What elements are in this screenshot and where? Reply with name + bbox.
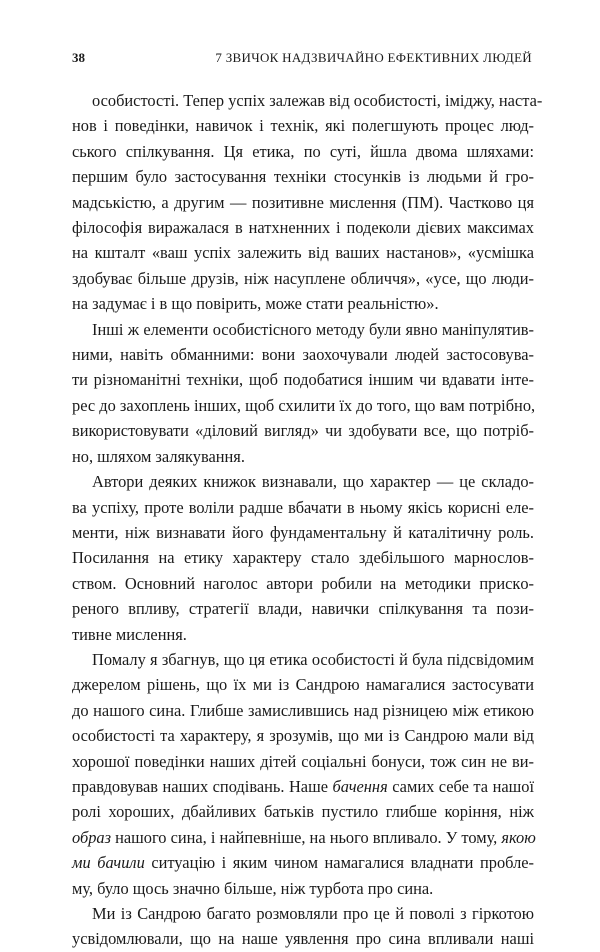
text-run: ситуацію і яким чином намагалися владнати пробле- bbox=[144, 853, 534, 873]
text-run: особистості. Тепер успіх залежав від особистості, іміджу, наста- bbox=[92, 91, 543, 110]
text-line bbox=[72, 317, 534, 342]
text-line bbox=[72, 672, 534, 697]
text-run: ва успіху, проте воліли радше вбачати в ньому якісь корисні еле- bbox=[72, 497, 534, 517]
text-run: філософія виражалася в натхненних і подеколи дієвих максимах bbox=[72, 218, 534, 238]
text-run: Помалу я збагнув, що ця етика особистості й була підсвідомим bbox=[92, 649, 534, 669]
text-run: ролі хороших, дбайливих батьків пустило глибше коріння, ніж bbox=[72, 802, 534, 822]
text-line bbox=[72, 215, 534, 240]
italic-text: бачення bbox=[332, 776, 388, 796]
text-run: самих себе та нашої bbox=[387, 776, 534, 796]
italic-text: образ bbox=[72, 827, 112, 847]
text-line bbox=[72, 825, 534, 850]
text-run: Автори деяких книжок визнавали, що характер — це складо- bbox=[92, 472, 534, 492]
text-line bbox=[72, 926, 534, 951]
text-line bbox=[72, 774, 534, 799]
text-line bbox=[72, 88, 543, 113]
text-run: хорошої поведінки наших дітей соціальні бонуси, тож син не ви- bbox=[72, 751, 534, 771]
text-run: мадськістю, а другим — позитивне мислення (ПМ). Частково ця bbox=[72, 192, 534, 212]
paragraph bbox=[72, 901, 534, 952]
text-run: першим було застосування техніки стосунків із людьми й гро- bbox=[72, 167, 534, 187]
text-line bbox=[72, 876, 534, 901]
text-line bbox=[72, 342, 534, 367]
text-run: Посилання на етику характеру стало здебільшого марнослов- bbox=[72, 548, 534, 568]
paragraph bbox=[72, 469, 534, 647]
text-line bbox=[72, 495, 534, 520]
text-line bbox=[72, 622, 534, 647]
text-run: нашого сина, і найпевніше, на нього впливало. У тому, bbox=[111, 827, 502, 847]
text-run: на кшталт «ваш успіх залежить від ваших настанов», «усмішка bbox=[72, 243, 534, 263]
text-run: використовувати «діловий вигляд» чи здобувати все, що потріб- bbox=[72, 421, 534, 441]
text-run: му, було щось значно більше, ніж турбота про сина. bbox=[72, 878, 434, 898]
text-run: менти, ніж визнавати його фундаментальну й каталітичну роль. bbox=[72, 522, 534, 542]
text-run: правдовував наших сподівань. Наше bbox=[72, 776, 333, 796]
text-line bbox=[72, 266, 534, 291]
text-line bbox=[72, 240, 534, 265]
text-line bbox=[72, 749, 534, 774]
text-run: рес до захоплень інших, щоб схилити їх до того, що вам потрібно, bbox=[72, 395, 536, 415]
text-line bbox=[72, 469, 534, 494]
italic-text: якою bbox=[501, 827, 536, 847]
text-run: но, шляхом залякування. bbox=[72, 446, 245, 466]
text-line bbox=[72, 723, 534, 748]
paragraph bbox=[72, 317, 534, 469]
text-line bbox=[72, 596, 534, 621]
body-text bbox=[72, 88, 543, 952]
text-line bbox=[72, 164, 534, 189]
text-run: ського спілкування. Ця етика, по суті, йшла двома шляхами: bbox=[72, 141, 534, 161]
text-run: джерелом рішень, що їх ми із Сандрою намагалися застосувати bbox=[72, 675, 534, 695]
text-run: ними, навіть обманними: вони заохочували людей застосовува- bbox=[72, 345, 534, 365]
text-run: Ми із Сандрою багато розмовляли про це й поволі з гіркотою bbox=[92, 904, 534, 923]
text-line bbox=[72, 291, 534, 316]
text-line bbox=[72, 418, 534, 443]
text-line bbox=[72, 393, 534, 418]
text-run: нов і поведінки, навичок і технік, які полегшують процес люд- bbox=[72, 116, 534, 136]
text-line bbox=[72, 190, 534, 215]
page-number: 38 bbox=[72, 50, 85, 65]
text-line bbox=[72, 520, 534, 545]
text-line bbox=[72, 901, 534, 926]
text-run: усвідомлювали, що на наше уявлення про сина впливали наші bbox=[72, 929, 534, 949]
page-header bbox=[72, 50, 532, 66]
text-line bbox=[72, 139, 534, 164]
text-line bbox=[72, 850, 534, 875]
text-run: Інші ж елементи особистісного методу були явно маніпулятив- bbox=[92, 319, 534, 339]
text-run: ством. Основний наголос автори робили на методики прискo- bbox=[72, 573, 534, 593]
text-line bbox=[72, 444, 534, 469]
text-line bbox=[72, 647, 534, 672]
text-run: тивне мислення. bbox=[72, 624, 187, 644]
text-line bbox=[72, 698, 534, 723]
paragraph bbox=[72, 88, 543, 317]
text-line bbox=[72, 367, 534, 392]
text-run: до нашого сина. Глибше замислившись над різницею між етикою bbox=[72, 700, 534, 720]
paragraph bbox=[72, 647, 534, 901]
text-run: реного впливу, стратегії влади, навички спілкування та пози- bbox=[72, 599, 534, 619]
text-line bbox=[72, 113, 534, 138]
text-run: ти різноманітні техніки, щоб подобатися іншим чи вдавати інте- bbox=[72, 370, 534, 390]
text-run: на задумає і в що повірить, може стати реальністю». bbox=[72, 294, 439, 314]
text-line bbox=[72, 799, 534, 824]
text-run: особистості та характеру, я зрозумів, що ми із Сандрою мали від bbox=[72, 726, 534, 746]
text-line bbox=[72, 545, 534, 570]
text-line bbox=[72, 571, 534, 596]
text-run: здобуває більше друзів, ніж насуплене обличчя», «усе, що люди- bbox=[72, 268, 534, 288]
running-title: 7 ЗВИЧОК НАДЗВИЧАЙНО ЕФЕКТИВНИХ ЛЮДЕЙ bbox=[215, 50, 532, 65]
italic-text: ми бачили bbox=[72, 853, 145, 873]
